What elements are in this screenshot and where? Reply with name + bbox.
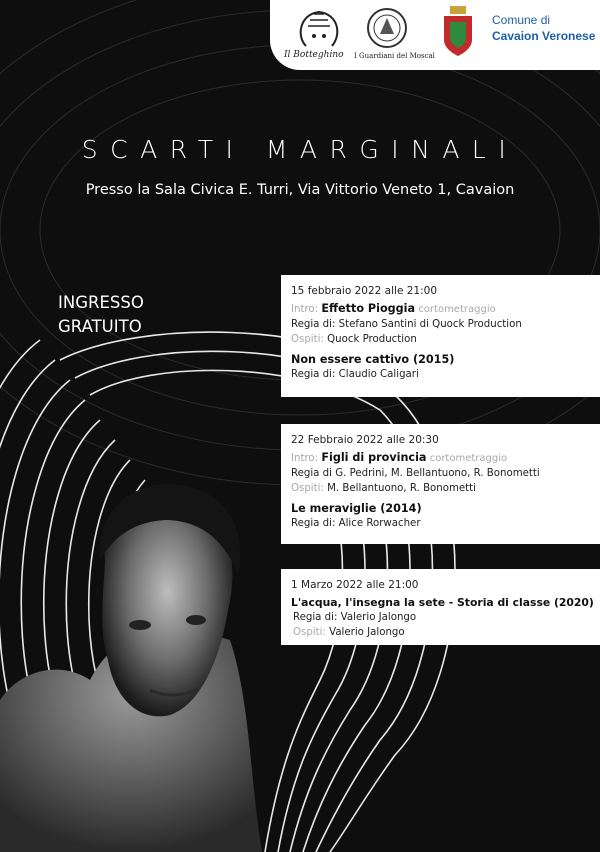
- guests-line: [291, 332, 590, 347]
- intro-title: Figli di provincia: [321, 451, 427, 464]
- intro-line: [291, 450, 590, 466]
- event-date: 15 febbraio 2022 alle 21:00: [291, 285, 438, 297]
- intro-line: [291, 301, 590, 317]
- director-value: Valerio Jalongo: [340, 612, 417, 623]
- intro-label: Intro:: [291, 304, 319, 315]
- free-entry-line2: GRATUITO: [58, 317, 142, 336]
- logo-strip: [270, 0, 600, 70]
- intro-type: cortometraggio: [429, 453, 508, 464]
- intro-director: Regia di: Stefano Santini di Quock Production: [291, 319, 522, 330]
- guests-label: Ospiti:: [291, 483, 324, 494]
- event-date: 22 Febbraio 2022 alle 20:30: [291, 434, 439, 446]
- intro-type: cortometraggio: [418, 304, 496, 315]
- guests-label: Ospiti:: [293, 627, 326, 638]
- main-film-director: Regia di: Claudio Caligari: [291, 369, 419, 380]
- intro-label: Intro:: [291, 453, 319, 464]
- comune-name-line2: Cavaion Veronese: [492, 29, 596, 43]
- main-film-director: Regia di: Alice Rorwacher: [291, 518, 421, 529]
- guests-line: [291, 625, 590, 640]
- event-card-3: [281, 569, 600, 645]
- guardiani-logo-text: I Guardiani del Moscal: [354, 52, 435, 60]
- comune-crest-icon: [442, 4, 474, 58]
- guests-value: Quock Production: [327, 334, 417, 345]
- guardiani-seal-icon: [366, 4, 408, 52]
- comune-name-line1: Comune di: [492, 13, 551, 27]
- free-entry-notice: [58, 291, 144, 339]
- main-film-title: Le meraviglie (2014): [291, 502, 422, 515]
- botteghino-logo-text: Il Botteghino: [284, 50, 344, 60]
- event-card-1: [281, 275, 600, 397]
- intro-director: Regia di G. Pedrini, M. Bellantuono, R. Bonometti: [291, 468, 540, 479]
- guests-value: Valerio Jalongo: [329, 627, 405, 638]
- guests-value: M. Bellantuono, R. Bonometti: [327, 483, 476, 494]
- event-title: SCARTI MARGINALI: [81, 135, 519, 164]
- free-entry-line1: INGRESSO: [58, 293, 144, 312]
- director-line: [291, 610, 590, 625]
- event-card-2: [281, 424, 600, 544]
- intro-title: Effetto Pioggia: [321, 302, 416, 315]
- guests-line: [291, 481, 590, 496]
- main-film-title: Non essere cattivo (2015): [291, 353, 455, 366]
- guests-label: Ospiti:: [291, 334, 324, 345]
- event-date: 1 Marzo 2022 alle 21:00: [291, 579, 419, 591]
- director-label: Regia di:: [293, 612, 338, 623]
- main-film-title: L'acqua, l'insegna la sete - Storia di classe (2020): [291, 596, 594, 609]
- venue-address: Presso la Sala Civica E. Turri, Via Vittorio Veneto 1, Cavaion: [85, 182, 515, 198]
